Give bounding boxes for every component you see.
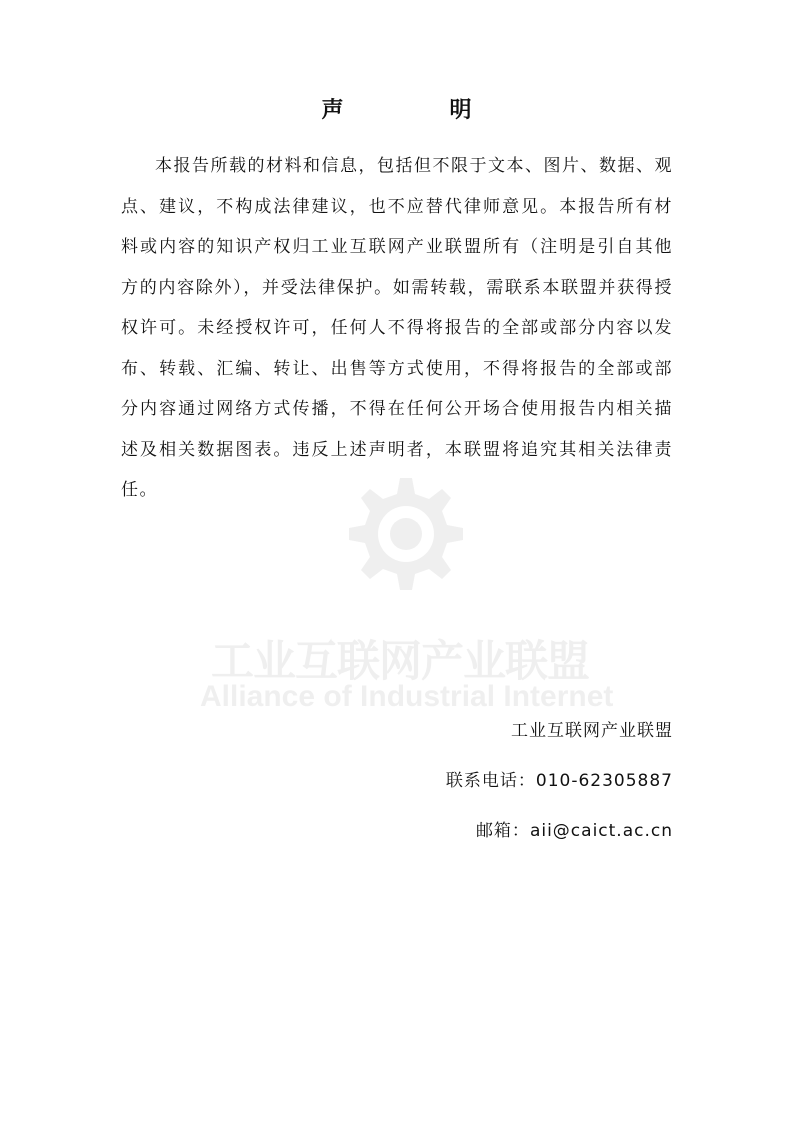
phone-label: 联系电话： xyxy=(445,771,536,791)
page-title: 声 明 xyxy=(321,98,514,123)
watermark-name-en: Alliance of Industrial Internet xyxy=(200,680,614,713)
watermark-name-cn: 工业互联网产业联盟 xyxy=(211,637,589,687)
phone-number: 010-62305887 xyxy=(535,771,673,791)
signature-email xyxy=(253,816,673,841)
statement-paragraph: 本报告所载的材料和信息，包括但不限于文本、图片、数据、观点、建议，不构成法律建议，也不应替代律师意见。本报告所有材料或内容的知识产权归工业互联网产业联盟所有（注明是引自其他方的内容除外），并受法律保护。如需转载，需联系本联盟并获得授权许可。未经授权许可，任何人不得将报告的全部或部分内容以发布、转载、汇编、转让、出售等方式使用，不得将报告的全部或部分内容通过网络方式传播，不得在任何公开场合使用报告内相关描述及相关数据图表。违反上述声明者，本联盟将追究其相关法律责任。 xyxy=(121,156,673,500)
signature-organization: 工业互联网产业联盟 xyxy=(511,721,673,741)
signature-phone xyxy=(253,766,673,791)
email-address: aii@caict.ac.cn xyxy=(529,821,673,841)
email-label: 邮箱： xyxy=(475,821,530,841)
